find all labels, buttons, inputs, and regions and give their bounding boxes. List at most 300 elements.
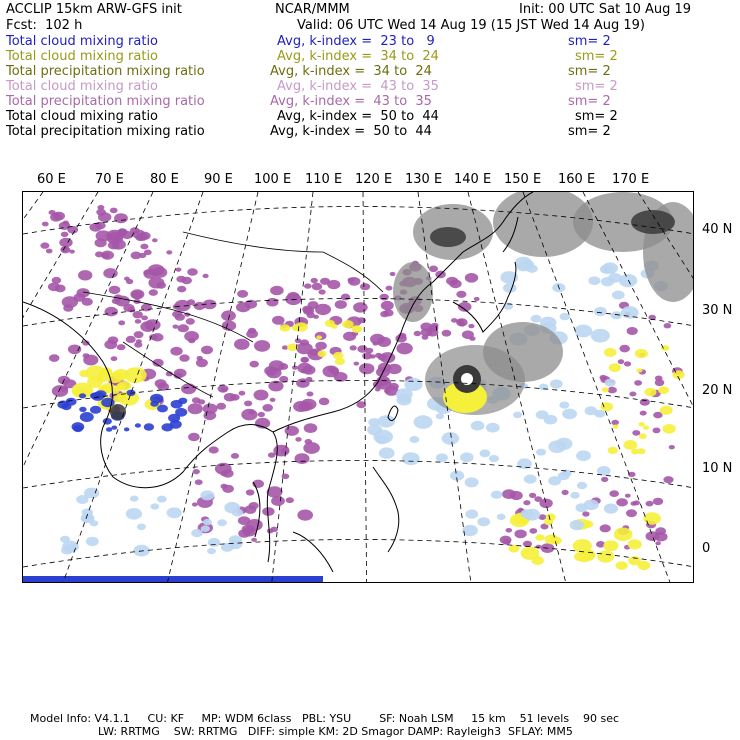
cloud-patch — [414, 415, 433, 429]
cloud-patch — [175, 408, 187, 417]
cloud-patch — [531, 315, 542, 323]
cloud-patch — [55, 285, 66, 293]
cloud-patch — [301, 357, 310, 363]
precip-patch — [531, 556, 544, 565]
cloud-patch — [664, 323, 672, 328]
cloud-patch — [238, 529, 250, 538]
cloud-patch — [60, 536, 70, 543]
cloud-patch — [608, 273, 622, 283]
cloud-patch — [135, 319, 142, 324]
cloud-patch — [560, 313, 570, 320]
cloud-patch — [137, 524, 146, 531]
cloud-core — [631, 210, 675, 234]
cloud-patch — [194, 302, 205, 310]
cloud-patch — [465, 273, 478, 283]
cloud-patch — [612, 291, 625, 300]
cloud-patch — [297, 510, 313, 521]
cloud-patch — [108, 241, 120, 249]
cloud-patch — [148, 277, 164, 288]
cloud-patch — [523, 500, 530, 505]
cloud-patch — [250, 361, 259, 368]
cloud-patch — [468, 324, 474, 328]
cloud-patch — [640, 399, 650, 406]
cloud-patch — [167, 507, 182, 518]
cloud-patch — [521, 509, 534, 518]
cloud-patch — [539, 499, 552, 509]
cloud-patch — [350, 345, 357, 350]
cloud-patch — [193, 469, 200, 474]
cloud-patch — [207, 548, 216, 554]
precip-patch — [351, 325, 362, 333]
cloud-patch — [655, 541, 661, 545]
precip-patch — [597, 551, 614, 563]
cloud-patch — [296, 378, 310, 388]
cloud-patch — [550, 379, 563, 388]
cloud-patch — [76, 495, 88, 504]
cloud-patch — [173, 325, 179, 329]
cloud-patch — [141, 316, 148, 321]
cloud-patch — [152, 238, 158, 242]
field-level-range: Avg, k-index = 50 to 44 — [270, 124, 432, 139]
cloud-patch — [335, 300, 347, 309]
cloud-patch — [584, 500, 599, 511]
longitude-label: 90 E — [204, 172, 233, 187]
cloud-patch — [187, 268, 198, 276]
cloud-patch — [157, 496, 167, 503]
cloud-patch — [103, 418, 112, 425]
cloud-patch — [341, 294, 350, 301]
cloud-patch — [176, 276, 186, 283]
cloud-patch — [367, 425, 382, 436]
cloud-patch — [489, 455, 499, 462]
cloud-patch — [319, 398, 330, 406]
cloud-patch — [582, 511, 589, 516]
cloud-patch — [436, 413, 444, 419]
cloud-patch — [200, 490, 214, 500]
cloud-patch — [312, 283, 323, 291]
cloud-patch — [594, 307, 607, 316]
field-smoothing: sm= 2 — [568, 124, 611, 139]
cloud-patch — [536, 545, 542, 549]
map-panel — [22, 191, 694, 583]
cloud-fields — [23, 192, 694, 582]
cloud-patch — [646, 501, 654, 507]
latitude-label: 20 N — [702, 383, 733, 398]
cloud-patch — [602, 262, 618, 273]
cloud-patch — [244, 401, 252, 407]
org-label: NCAR/MMM — [275, 2, 350, 17]
cloud-patch — [176, 268, 182, 272]
cloud-patch — [203, 274, 209, 278]
cloud-patch — [95, 239, 107, 248]
valid-time: Valid: 06 UTC Wed 14 Aug 19 (15 JST Wed 14 Aug 19) — [297, 18, 645, 33]
cloud-patch — [624, 361, 631, 366]
cloud-patch — [503, 539, 511, 545]
cloud-patch — [410, 436, 420, 443]
cloud-patch — [106, 427, 112, 432]
cloud-patch — [506, 528, 513, 533]
cloud-patch — [304, 423, 318, 433]
cloud-patch — [132, 230, 145, 239]
precip-patch — [318, 351, 327, 358]
cloud-patch — [201, 346, 213, 355]
cloud-patch — [270, 398, 276, 402]
cloud-patch — [179, 354, 189, 361]
cloud-patch — [86, 537, 99, 546]
cloud-patch — [266, 298, 278, 307]
longitude-label: 160 E — [558, 172, 596, 187]
cloud-patch — [436, 453, 448, 462]
cloud-patch — [80, 412, 94, 422]
cloud-patch — [529, 528, 537, 534]
cloud-patch — [90, 406, 101, 414]
cloud-patch — [354, 362, 360, 366]
precip-patch — [645, 388, 657, 397]
precip-patch — [644, 512, 661, 524]
field-level-range: Avg, k-index = 43 to 35 — [270, 94, 432, 109]
cloud-patch — [124, 427, 130, 431]
cloud-patch — [108, 336, 119, 344]
cloud-patch — [230, 394, 239, 401]
cloud-patch — [625, 494, 631, 498]
cloud-patch — [629, 392, 636, 397]
precip-patch — [662, 424, 675, 434]
cloud-patch — [295, 437, 301, 442]
cloud-patch — [208, 538, 221, 547]
cloud-patch — [562, 409, 577, 420]
precip-patch — [643, 426, 649, 430]
precip-patch — [614, 528, 633, 541]
precip-patch — [628, 539, 642, 549]
longitude-label: 110 E — [305, 172, 343, 187]
longitude-label: 130 E — [405, 172, 443, 187]
cloud-patch — [360, 283, 370, 290]
field-name: Total cloud mixing ratio — [6, 109, 159, 124]
cloud-patch — [83, 355, 98, 366]
precip-patch — [602, 387, 609, 392]
cloud-patch — [254, 340, 270, 352]
cloud-patch — [186, 318, 195, 325]
cloud-patch — [144, 423, 154, 430]
cloud-patch — [178, 324, 189, 332]
cloud-patch — [375, 388, 381, 392]
cloud-patch — [140, 244, 148, 250]
precip-patch — [660, 406, 673, 415]
cloud-patch — [655, 376, 663, 381]
cloud-patch — [503, 283, 517, 293]
cloud-patch — [611, 311, 622, 319]
cloud-patch — [442, 330, 452, 337]
cloud-patch — [49, 354, 60, 362]
cloud-patch — [145, 319, 161, 330]
precip-patch — [638, 422, 644, 427]
cloud-patch — [232, 509, 243, 517]
cloud-patch — [135, 423, 141, 427]
cloud-patch — [429, 266, 438, 273]
cloud-patch — [315, 342, 327, 350]
precip-patch — [628, 556, 641, 565]
cloud-patch — [462, 330, 474, 339]
longitude-label: 120 E — [355, 172, 393, 187]
cloud-patch — [248, 410, 254, 414]
cloud-patch — [126, 508, 142, 520]
cloud-patch — [379, 447, 395, 458]
cloud-patch — [570, 492, 579, 499]
latitude-label: 0 — [702, 541, 711, 556]
cloud-patch — [585, 406, 598, 415]
cloud-patch — [307, 312, 315, 318]
cloud-patch — [231, 453, 239, 459]
cloud-patch — [640, 411, 647, 416]
cloud-patch — [588, 276, 600, 285]
cloud-patch — [171, 400, 183, 409]
cloud-patch — [157, 405, 168, 413]
cloud-patch — [203, 411, 216, 420]
init-time: Init: 00 UTC Sat 10 Aug 19 — [519, 2, 692, 17]
cloud-patch — [591, 329, 610, 343]
cloud-patch — [510, 491, 523, 500]
field-level-range: Avg, k-index = 23 to 9 — [277, 34, 435, 49]
cloud-patch — [456, 291, 466, 298]
field-level-range: Avg, k-index = 34 to 24 — [277, 49, 439, 64]
cloud-patch — [562, 490, 569, 495]
cloud-patch — [79, 407, 86, 412]
cloud-patch — [229, 540, 242, 549]
field-name: Total cloud mixing ratio — [6, 79, 159, 94]
cloud-patch — [327, 280, 340, 289]
cloud-patch — [203, 519, 212, 525]
latitude-label: 10 N — [702, 461, 733, 476]
precip-band — [23, 576, 323, 582]
cloud-patch — [96, 209, 106, 216]
precip-patch — [613, 425, 619, 429]
cloud-patch — [217, 519, 227, 526]
cloud-patch — [201, 525, 210, 532]
cloud-patch — [110, 208, 118, 214]
precip-patch — [608, 447, 618, 454]
longitude-label: 170 E — [612, 172, 650, 187]
cloud-patch — [109, 286, 121, 294]
cloud-patch — [251, 538, 257, 542]
cloud-patch — [196, 359, 208, 368]
cloud-patch — [307, 392, 314, 397]
cloud-patch — [465, 510, 478, 519]
cloud-patch — [446, 277, 458, 286]
cloud-patch — [529, 493, 536, 498]
cloud-patch — [396, 343, 412, 355]
longitude-label: 140 E — [454, 172, 492, 187]
cloud-patch — [286, 497, 294, 503]
cloud-patch — [241, 409, 257, 421]
cloud-patch — [63, 221, 69, 225]
cloud-patch — [497, 514, 506, 520]
cloud-patch — [458, 302, 472, 312]
cloud-patch — [319, 289, 326, 294]
precip-patch — [342, 320, 354, 328]
cloud-patch — [474, 297, 480, 301]
cloud-patch — [404, 378, 422, 391]
cloud-patch — [78, 270, 92, 280]
cloud-patch — [460, 452, 474, 462]
field-smoothing: sm= 2 — [568, 34, 611, 49]
latitude-label: 40 N — [702, 222, 733, 237]
cloud-patch — [254, 390, 269, 401]
cloud-patch — [605, 379, 616, 387]
cloud-patch — [633, 500, 640, 505]
cloud-patch — [359, 363, 374, 374]
field-smoothing: sm= 2 — [575, 109, 618, 124]
cloud-core — [110, 404, 126, 420]
cloud-patch — [486, 423, 500, 433]
cloud-patch — [103, 268, 117, 278]
cloud-mass — [393, 262, 433, 322]
cloud-patch — [626, 509, 637, 517]
cloud-patch — [188, 338, 195, 343]
cloud-patch — [295, 453, 310, 464]
cloud-patch — [302, 306, 312, 313]
precip-patch — [609, 363, 621, 372]
cloud-patch — [46, 249, 53, 254]
cloud-patch — [53, 212, 65, 221]
cloud-patch — [117, 344, 126, 350]
cloud-patch — [609, 490, 619, 497]
cloud-patch — [386, 286, 393, 291]
cloud-patch — [669, 445, 675, 449]
cloud-patch — [282, 474, 290, 480]
precip-patch — [113, 369, 129, 380]
precip-patch — [658, 386, 669, 394]
cloud-patch — [131, 291, 142, 299]
cloud-patch — [389, 383, 399, 390]
cloud-patch — [155, 379, 167, 388]
field-smoothing: sm= 2 — [568, 64, 611, 79]
cloud-patch — [311, 278, 318, 283]
cloud-patch — [513, 412, 522, 419]
cloud-patch — [262, 404, 273, 412]
cloud-patch — [576, 450, 591, 461]
latitude-label: 30 N — [702, 303, 733, 318]
model-info-line2: LW: RRTMG SW: RRTMG DIFF: simple KM: 2D Smagor DAMP: Rayleigh3 SFLAY: MM5 — [98, 725, 573, 738]
cloud-patch — [124, 277, 130, 281]
cloud-patch — [524, 475, 537, 484]
cloud-patch — [376, 435, 389, 444]
cloud-patch — [619, 345, 630, 353]
cloud-patch — [611, 420, 619, 425]
longitude-label: 150 E — [504, 172, 542, 187]
cloud-patch — [239, 391, 246, 396]
longitude-line — [363, 192, 367, 583]
field-level-range: Avg, k-index = 43 to 35 — [277, 79, 439, 94]
cloud-patch — [209, 446, 219, 453]
cloud-patch — [514, 530, 526, 539]
cloud-patch — [634, 380, 642, 386]
cloud-patch — [414, 331, 422, 336]
cloud-patch — [130, 496, 139, 502]
cloud-patch — [105, 307, 118, 317]
cloud-patch — [536, 410, 549, 419]
cloud-patch — [267, 529, 274, 534]
cloud-patch — [570, 520, 584, 530]
cloud-patch — [181, 383, 196, 394]
cloud-patch — [63, 304, 73, 311]
field-name: Total precipitation mixing ratio — [6, 64, 205, 79]
cloud-patch — [520, 260, 534, 270]
cloud-patch — [296, 343, 313, 355]
cloud-patch — [126, 336, 136, 343]
cloud-patch — [304, 283, 312, 288]
precip-patch — [624, 440, 638, 450]
cloud-patch — [285, 426, 299, 436]
field-smoothing: sm= 2 — [568, 94, 611, 109]
field-level-range: Avg, k-index = 50 to 44 — [277, 109, 439, 124]
cloud-patch — [73, 425, 83, 432]
cloud-patch — [79, 393, 86, 398]
cloud-patch — [238, 516, 250, 525]
cloud-patch — [471, 421, 485, 431]
longitude-label: 80 E — [150, 172, 179, 187]
precip-patch — [280, 324, 291, 332]
cloud-patch — [402, 452, 420, 465]
cloud-patch — [600, 524, 611, 532]
cloud-patch — [136, 339, 142, 343]
cloud-patch — [632, 430, 640, 436]
cloud-patch — [118, 229, 128, 236]
cloud-patch — [170, 347, 182, 356]
cloud-patch — [303, 442, 320, 454]
cloud-patch — [480, 450, 491, 458]
cloud-patch — [459, 322, 466, 327]
cloud-patch — [556, 438, 573, 450]
cloud-patch — [68, 345, 81, 355]
cloud-field-map — [23, 192, 694, 583]
cloud-patch — [111, 356, 118, 361]
cloud-patch — [133, 545, 149, 557]
cloud-patch — [198, 399, 205, 404]
cloud-patch — [234, 339, 250, 350]
cloud-patch — [378, 415, 395, 427]
precip-patch — [536, 534, 545, 541]
precip-patch — [331, 324, 338, 329]
precip-patch — [316, 335, 322, 339]
precip-patch — [604, 348, 617, 357]
precip-patch — [295, 322, 308, 332]
cloud-patch — [601, 477, 608, 482]
cloud-patch — [188, 403, 203, 414]
cloud-patch — [246, 330, 258, 338]
cloud-patch — [429, 325, 439, 332]
cloud-patch — [380, 294, 389, 301]
cloud-patch — [465, 477, 479, 487]
cloud-patch — [216, 403, 226, 410]
coastline — [293, 532, 333, 572]
cloud-patch — [95, 251, 103, 257]
cloud-patch — [370, 354, 376, 358]
cloud-patch — [348, 278, 355, 283]
cloud-patch — [246, 489, 255, 495]
longitude-label: 100 E — [254, 172, 292, 187]
cloud-patch — [42, 222, 49, 227]
cloud-patch — [221, 484, 228, 489]
cloud-patch — [59, 238, 72, 248]
field-name: Total precipitation mixing ratio — [6, 94, 205, 109]
cloud-patch — [600, 375, 607, 380]
cloud-patch — [619, 274, 637, 287]
cloud-patch — [149, 289, 158, 296]
cloud-patch — [618, 359, 625, 364]
cloud-patch — [150, 401, 158, 407]
cloud-patch — [548, 476, 561, 485]
cloud-patch — [381, 301, 394, 310]
